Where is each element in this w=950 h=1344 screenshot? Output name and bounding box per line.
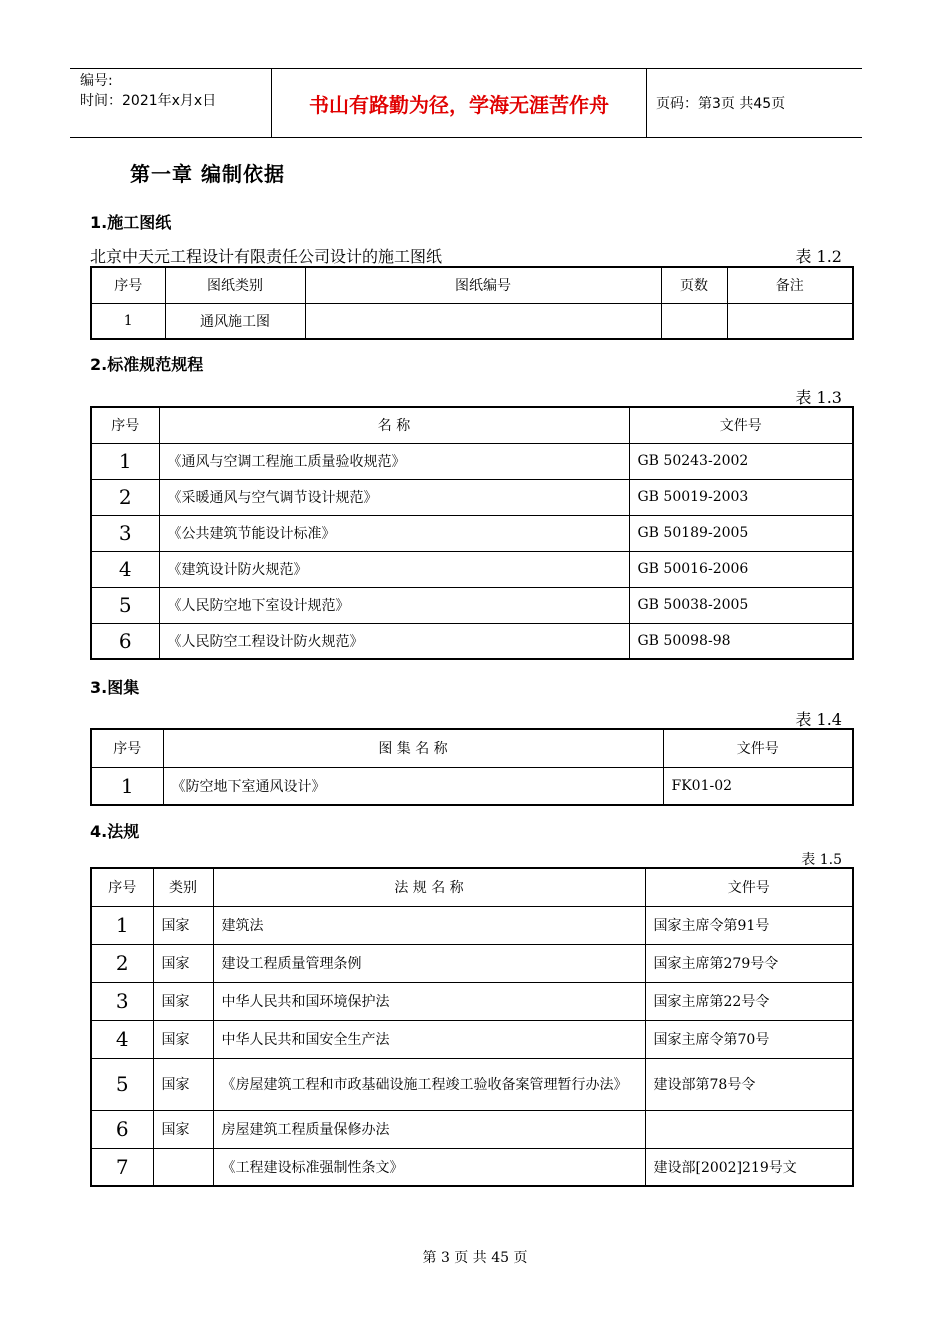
- table-cell: 《公共建筑节能设计标准》: [159, 515, 629, 551]
- table-cell: 国家主席令第91号: [645, 906, 853, 944]
- table-row: [91, 906, 853, 944]
- table-row: [91, 479, 853, 515]
- table-cell: 建设部第78号令: [645, 1058, 853, 1110]
- table-row: [91, 767, 853, 805]
- table-row: [91, 982, 853, 1020]
- table-row: [91, 303, 853, 339]
- table-cell: 国家主席第22号令: [645, 982, 853, 1020]
- header-meta: [70, 69, 272, 137]
- table-cell: GB 50098-98: [629, 623, 853, 659]
- row-index-cell: 4: [91, 551, 159, 587]
- table-number: 表 1.4: [795, 710, 842, 729]
- table-cell: 房屋建筑工程质量保修办法: [213, 1110, 645, 1148]
- row-index-cell: 1: [91, 906, 153, 944]
- table-cell: [153, 1148, 213, 1186]
- table-row: [91, 623, 853, 659]
- row-index-cell: 2: [91, 944, 153, 982]
- column-header: 名 称: [159, 407, 629, 443]
- table-cell: 国家: [153, 944, 213, 982]
- section-heading-drawings: 1.施工图纸: [90, 213, 172, 232]
- table-cell: 中华人民共和国安全生产法: [213, 1020, 645, 1058]
- standards-table: [90, 406, 854, 660]
- table-row: [91, 515, 853, 551]
- column-header: 法 规 名 称: [213, 868, 645, 906]
- row-index-cell: 5: [91, 587, 159, 623]
- table-cell: 建设部[2002]219号文: [645, 1148, 853, 1186]
- table-cell: 建筑法: [213, 906, 645, 944]
- row-index-cell: 6: [91, 1110, 153, 1148]
- column-header: 类别: [153, 868, 213, 906]
- table-cell: 国家主席令第70号: [645, 1020, 853, 1058]
- row-index-cell: 3: [91, 515, 159, 551]
- row-index-cell: 2: [91, 479, 159, 515]
- table-cell: FK01-02: [663, 767, 853, 805]
- column-header: 序号: [91, 407, 159, 443]
- table-row: [91, 587, 853, 623]
- row-index-cell: 6: [91, 623, 159, 659]
- column-header: 序号: [91, 868, 153, 906]
- column-header: 图纸编号: [305, 267, 661, 303]
- table-row: [91, 1110, 853, 1148]
- column-header: 文件号: [663, 729, 853, 767]
- row-index-cell: 5: [91, 1058, 153, 1110]
- table-cell: 《防空地下室通风设计》: [163, 767, 663, 805]
- table-row: [91, 1148, 853, 1186]
- table-cell: 国家主席第279号令: [645, 944, 853, 982]
- table-cell: 《人民防空地下室设计规范》: [159, 587, 629, 623]
- table-cell: GB 50019-2003: [629, 479, 853, 515]
- column-header: 文件号: [629, 407, 853, 443]
- table-cell: 国家: [153, 1110, 213, 1148]
- column-header: 文件号: [645, 868, 853, 906]
- atlas-table: [90, 728, 854, 806]
- table-cell: 《建筑设计防火规范》: [159, 551, 629, 587]
- section-heading-laws: 4.法规: [90, 822, 140, 841]
- table-row: [91, 551, 853, 587]
- table-cell: 国家: [153, 982, 213, 1020]
- row-index-cell: 3: [91, 982, 153, 1020]
- table-cell: 通风施工图: [165, 303, 305, 339]
- page-footer: 第 3 页 共 45 页: [422, 1250, 528, 1266]
- page-header: [70, 68, 862, 138]
- table-header-row: [91, 267, 853, 303]
- table-cell: GB 50189-2005: [629, 515, 853, 551]
- table-cell: GB 50038-2005: [629, 587, 853, 623]
- header-page-info: 页码：第3页 共45页: [656, 96, 786, 112]
- section-heading-atlas: 3.图集: [90, 678, 140, 697]
- table-header-row: [91, 407, 853, 443]
- table-cell: 《采暖通风与空气调节设计规范》: [159, 479, 629, 515]
- row-index-cell: 4: [91, 1020, 153, 1058]
- header-motto: 书山有路勤为径，学海无涯苦作舟: [272, 69, 647, 137]
- table-row: [91, 1020, 853, 1058]
- column-header: 图纸类别: [165, 267, 305, 303]
- table-cell: GB 50243-2002: [629, 443, 853, 479]
- table-cell: 中华人民共和国环境保护法: [213, 982, 645, 1020]
- doc-number-label: 编号:: [80, 73, 113, 89]
- chapter-title: 第一章 编制依据: [130, 162, 285, 186]
- table-cell: 《房屋建筑工程和市政基础设施工程竣工验收备案管理暂行办法》: [213, 1058, 645, 1110]
- row-index-cell: 1: [91, 767, 163, 805]
- column-header: 图 集 名 称: [163, 729, 663, 767]
- table-number: 表 1.3: [795, 388, 842, 407]
- table-row: [91, 944, 853, 982]
- table-header-row: [91, 868, 853, 906]
- table-header-row: [91, 729, 853, 767]
- column-header: 序号: [91, 729, 163, 767]
- table-cell: 国家: [153, 906, 213, 944]
- table-cell: 建设工程质量管理条例: [213, 944, 645, 982]
- section-heading-standards: 2.标准规范规程: [90, 355, 204, 374]
- column-header: 序号: [91, 267, 165, 303]
- row-index-cell: 1: [91, 303, 165, 339]
- table-cell: 国家: [153, 1020, 213, 1058]
- table-cell: [727, 303, 853, 339]
- table-cell: 国家: [153, 1058, 213, 1110]
- laws-table: [90, 867, 854, 1187]
- column-header: 备注: [727, 267, 853, 303]
- table-row: [91, 443, 853, 479]
- drawings-intro: 北京中天元工程设计有限责任公司设计的施工图纸: [90, 247, 443, 266]
- row-index-cell: 1: [91, 443, 159, 479]
- table-cell: [661, 303, 727, 339]
- table-number: 表 1.5: [801, 852, 842, 868]
- table-cell: 《通风与空调工程施工质量验收规范》: [159, 443, 629, 479]
- table-cell: 《工程建设标准强制性条文》: [213, 1148, 645, 1186]
- table-row: [91, 1058, 853, 1110]
- row-index-cell: 7: [91, 1148, 153, 1186]
- column-header: 页数: [661, 267, 727, 303]
- table-cell: GB 50016-2006: [629, 551, 853, 587]
- table-cell: 《人民防空工程设计防火规范》: [159, 623, 629, 659]
- table-number: 表 1.2: [795, 247, 842, 266]
- doc-time-label: 时间：2021年x月x日: [80, 93, 217, 109]
- table-cell: [645, 1110, 853, 1148]
- table-cell: [305, 303, 661, 339]
- drawings-table: [90, 266, 854, 340]
